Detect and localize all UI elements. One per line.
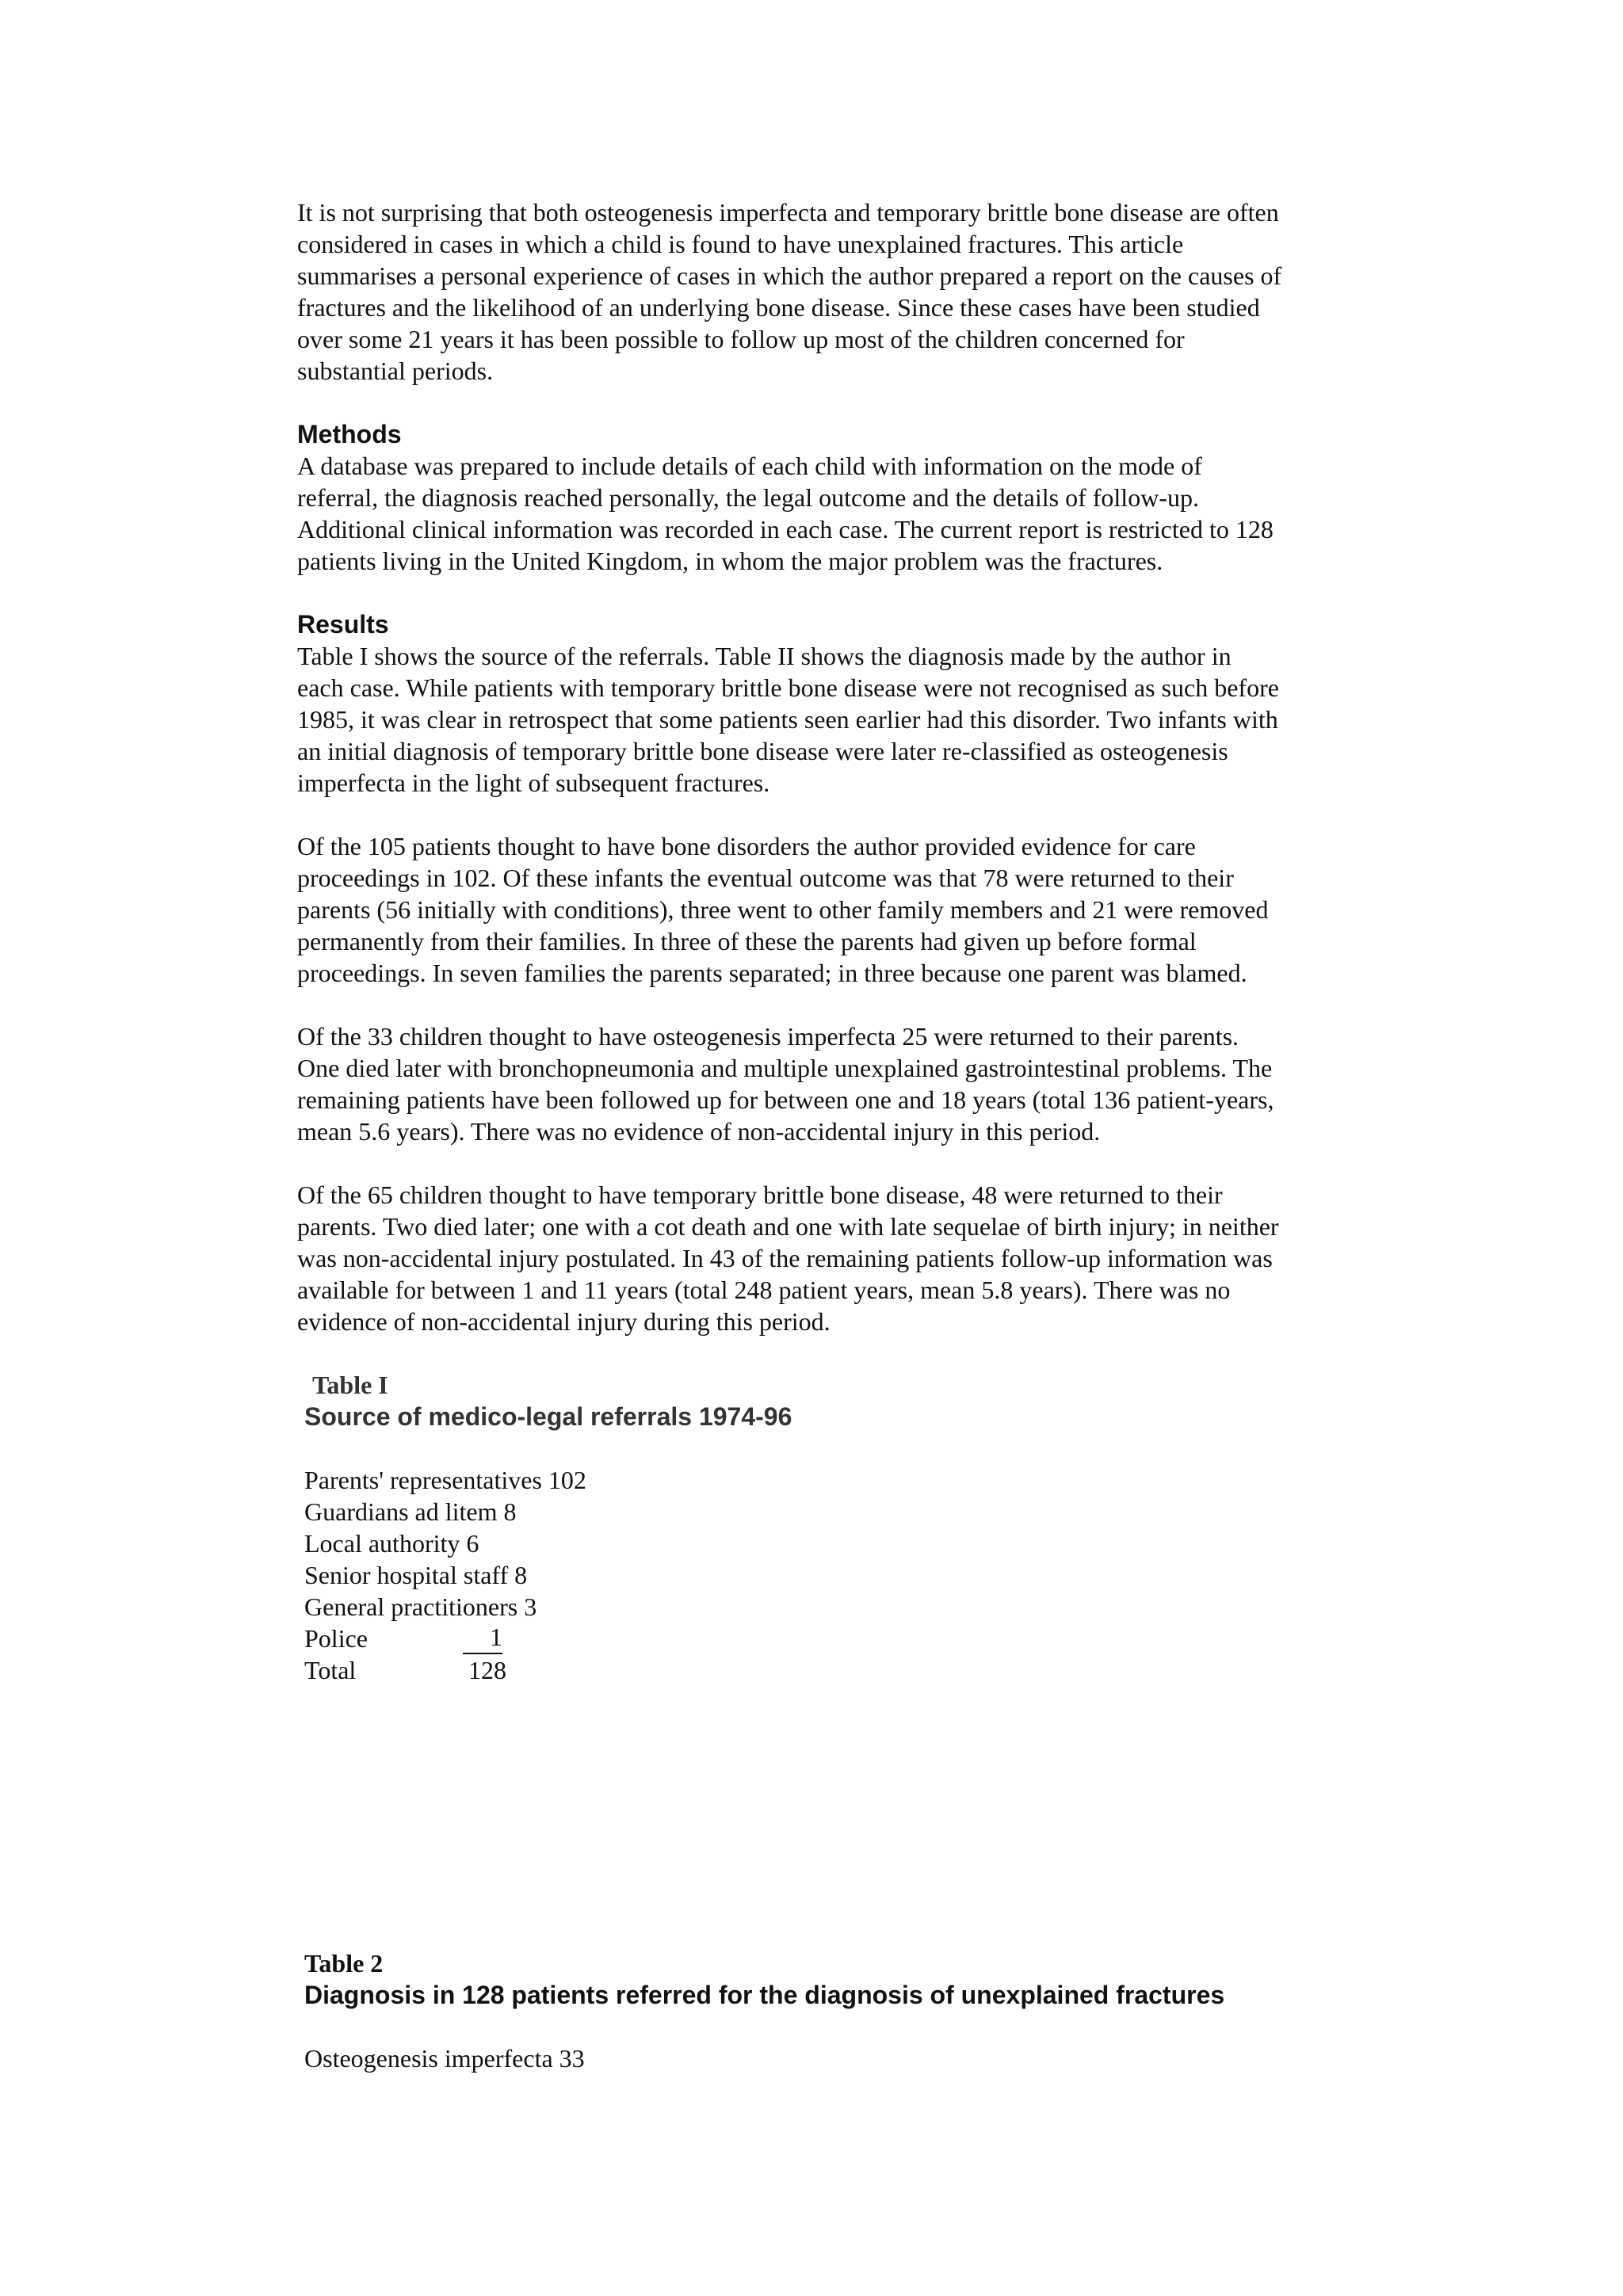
row-value: 3 (524, 1592, 537, 1621)
row-value: 8 (514, 1561, 528, 1589)
table-1 (304, 1369, 1375, 1686)
row-value: 8 (503, 1497, 517, 1526)
row-label: Police (304, 1624, 368, 1653)
paragraph-gap (297, 799, 1375, 830)
row-value: 1 (463, 1623, 502, 1654)
table-1-rows (304, 1464, 1375, 1686)
results-paragraph-3: Of the 33 children thought to have osteogenesis imperfecta 25 were returned to their parents. One died later with bronchopneumonia and multiple unexplained gastrointestinal problems. The remaining patients have been followed up for between one and 18 years (total 136 patient-years, mean 5.6 years). There was no evidence of non-accidental injury in this period. (297, 1022, 1274, 1146)
section-gap (297, 1337, 1375, 1369)
results-paragraph-2: Of the 105 patients thought to have bone disorders the author provided evidence for care proceedings in 102. Of these infants the eventual outcome was that 78 were returned to their parents (56 initially with conditions), three went to other family members and 21 were removed permanently from their families. In three of these the parents had given up before formal proceedings. In seven families the parents separated; in three because one parent was blamed. (297, 832, 1269, 987)
row-label: Osteogenesis imperfecta (304, 2044, 553, 2073)
table-row (304, 1623, 1375, 1654)
results-paragraph-4: Of the 65 children thought to have temporary brittle bone disease, 48 were returned to their parents. Two died later; one with a cot death and one with late sequelae of birth injury; in neither was non-accidental injury postulated. In 43 of the remaining patients follow-up information was available for between 1 and 11 years (total 248 patient years, mean 5.8 years). There was no evidence of non-accidental injury during this period. (297, 1180, 1279, 1336)
table-1-label: Table I (312, 1371, 388, 1399)
table-2-rows (304, 2042, 1375, 2074)
results-paragraph-1: Table I shows the source of the referrals. Table II shows the diagnosis made by the author in each case. While patients with temporary brittle bone disease were not recognised as such before 1985, it was clear in retrospect that some patients seen earlier had this disorder. Two infants with an initial diagnosis of temporary brittle bone disease were later re-classified as osteogenesis imperfecta in the light of subsequent fractures. (297, 642, 1279, 797)
table-2-label: Table 2 (304, 1949, 384, 1978)
row-value: 33 (559, 2044, 585, 2073)
row-label: Guardians ad litem (304, 1497, 498, 1526)
table-row-total (304, 1654, 1375, 1686)
table-2 (304, 1947, 1375, 2074)
paragraph-gap (297, 1147, 1375, 1179)
section-gap (297, 577, 1375, 608)
row-label: Total (304, 1656, 357, 1684)
table-row (304, 1527, 1375, 1559)
section-gap (297, 387, 1375, 418)
methods-heading: Methods (297, 420, 402, 448)
methods-paragraph: A database was prepared to include details of each child with information on the mode of referral, the diagnosis reached personally, the legal outcome and the details of follow-up. Additional clinical information was recorded in each case. The current report is restricted to 128 patients living in the United Kingdom, in whom the major problem was the fractures. (297, 452, 1274, 575)
table-2-title: Diagnosis in 128 patients referred for the diagnosis of unexplained fractures (304, 1981, 1225, 2009)
paragraph-gap (297, 989, 1375, 1020)
table-row (304, 1591, 1375, 1623)
row-value: 102 (548, 1466, 586, 1494)
document-page (297, 196, 1375, 2074)
row-label: General practitioners (304, 1592, 518, 1621)
table-row (304, 1496, 1375, 1527)
row-value: 128 (468, 1656, 506, 1684)
intro-paragraph: It is not surprising that both osteogenesis imperfecta and temporary brittle bone disease are often considered in cases in which a child is found to have unexplained fractures. This article summarises a personal experience of cases in which the author prepared a report on the causes of fractures and the likelihood of an underlying bone disease. Since these cases have been studied over some 21 years it has been possible to follow up most of the children concerned for substantial periods. (297, 198, 1282, 385)
table-row (304, 1559, 1375, 1591)
row-label: Senior hospital staff (304, 1561, 509, 1589)
row-label: Parents' representatives (304, 1466, 542, 1494)
table-spacer (297, 1686, 1375, 1947)
row-label: Local authority (304, 1529, 460, 1558)
row-value: 6 (466, 1529, 479, 1558)
table-row (304, 2042, 1375, 2074)
results-heading: Results (297, 610, 389, 639)
table-1-title: Source of medico-legal referrals 1974-96 (304, 1402, 792, 1431)
table-row (304, 1464, 1375, 1496)
